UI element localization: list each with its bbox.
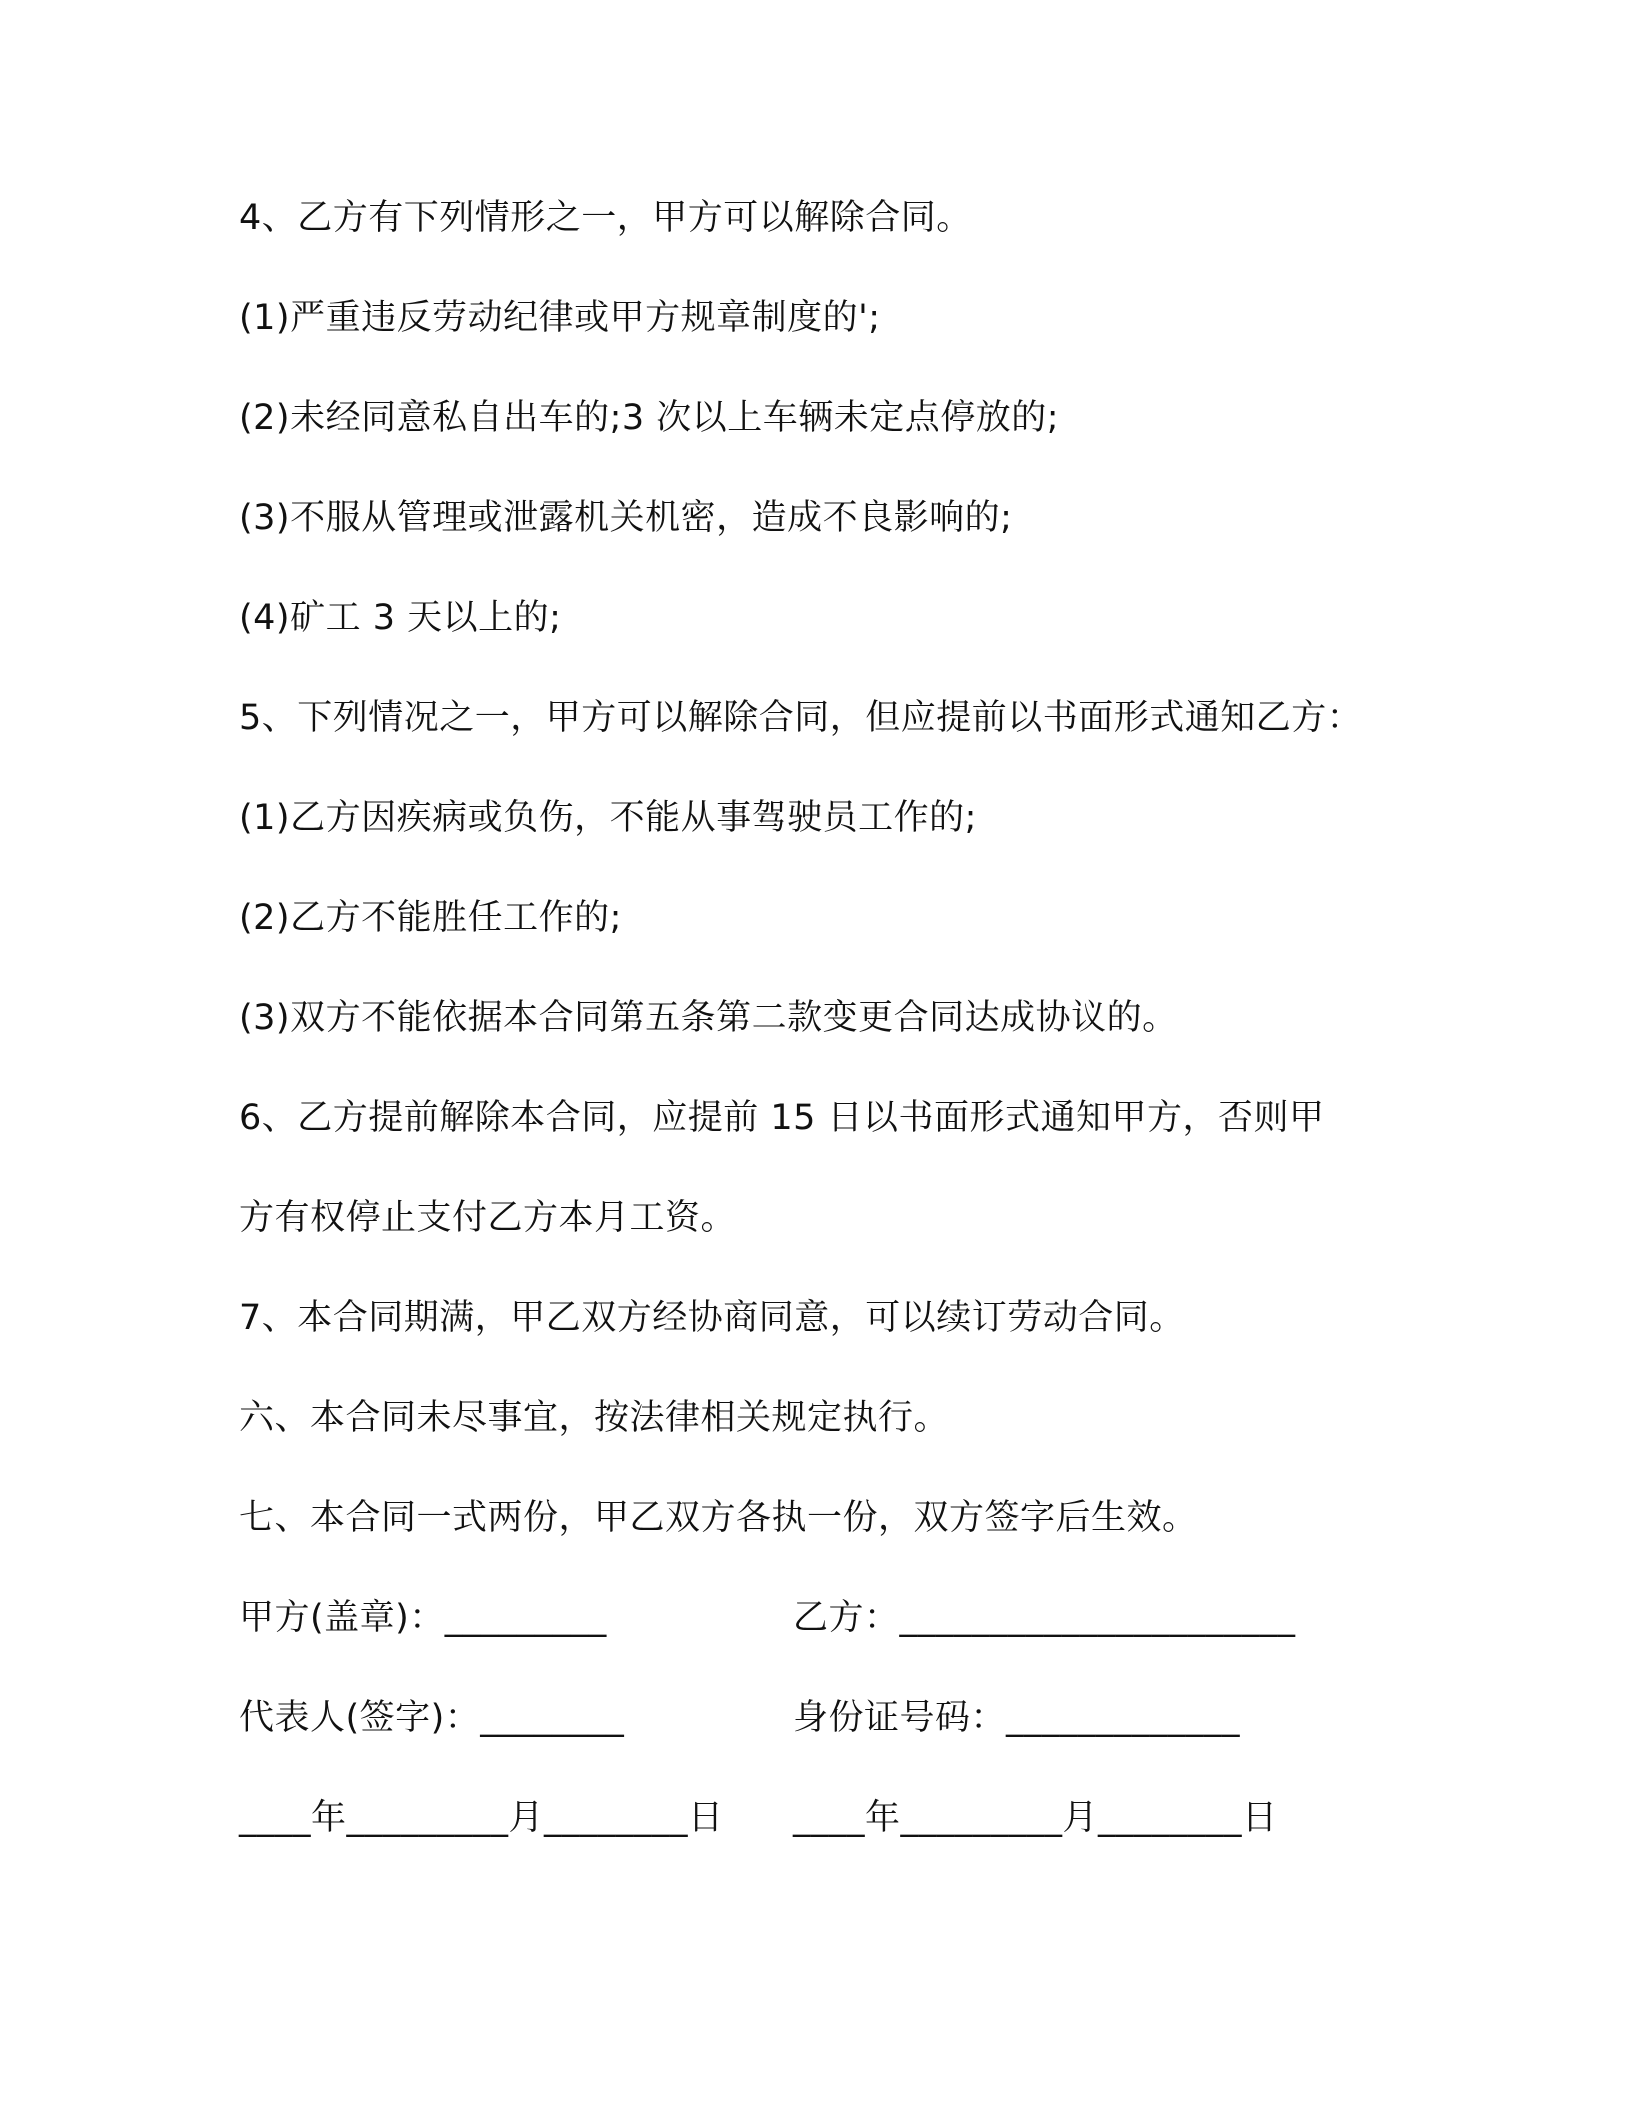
clause-5-heading: 5、下列情况之一，甲方可以解除合同，但应提前以书面形式通知乙方：: [239, 698, 1363, 738]
clause-4-item-4: (4)矿工 3 天以上的;: [239, 598, 562, 638]
representative-signature-field: 代表人(签字)：________: [239, 1698, 625, 1738]
party-b-field: 乙方：______________________: [793, 1598, 1296, 1638]
clause-5-item-3: (3)双方不能依据本合同第五条第二款变更合同达成协议的。: [239, 998, 1178, 1038]
party-a-seal-field: 甲方(盖章)：_________: [239, 1598, 607, 1638]
clause-5-item-1: (1)乙方因疾病或负伤，不能从事驾驶员工作的;: [239, 798, 977, 838]
party-a-date-field: ____年_________月________日: [239, 1798, 724, 1838]
clause-6-line-2: 方有权停止支付乙方本月工资。: [239, 1198, 737, 1238]
clause-4-item-3: (3)不服从管理或泄露机关机密，造成不良影响的;: [239, 498, 1013, 538]
clause-4-heading: 4、乙方有下列情形之一，甲方可以解除合同。: [239, 198, 972, 238]
party-b-date-field: ____年_________月________日: [793, 1798, 1278, 1838]
clause-7: 7、本合同期满，甲乙双方经协商同意，可以续订劳动合同。: [239, 1298, 1185, 1338]
clause-4-item-2: (2)未经同意私自出车的;3 次以上车辆未定点停放的;: [239, 398, 1060, 438]
clause-4-item-1: (1)严重违反劳动纪律或甲方规章制度的';: [239, 298, 881, 338]
id-number-field: 身份证号码：_____________: [793, 1698, 1241, 1738]
article-6: 六、本合同未尽事宜，按法律相关规定执行。: [239, 1398, 950, 1438]
clause-6-line-1: 6、乙方提前解除本合同，应提前 15 日以书面形式通知甲方，否则甲: [239, 1098, 1325, 1138]
clause-5-item-2: (2)乙方不能胜任工作的;: [239, 898, 622, 938]
article-7: 七、本合同一式两份，甲乙双方各执一份，双方签字后生效。: [239, 1498, 1198, 1538]
